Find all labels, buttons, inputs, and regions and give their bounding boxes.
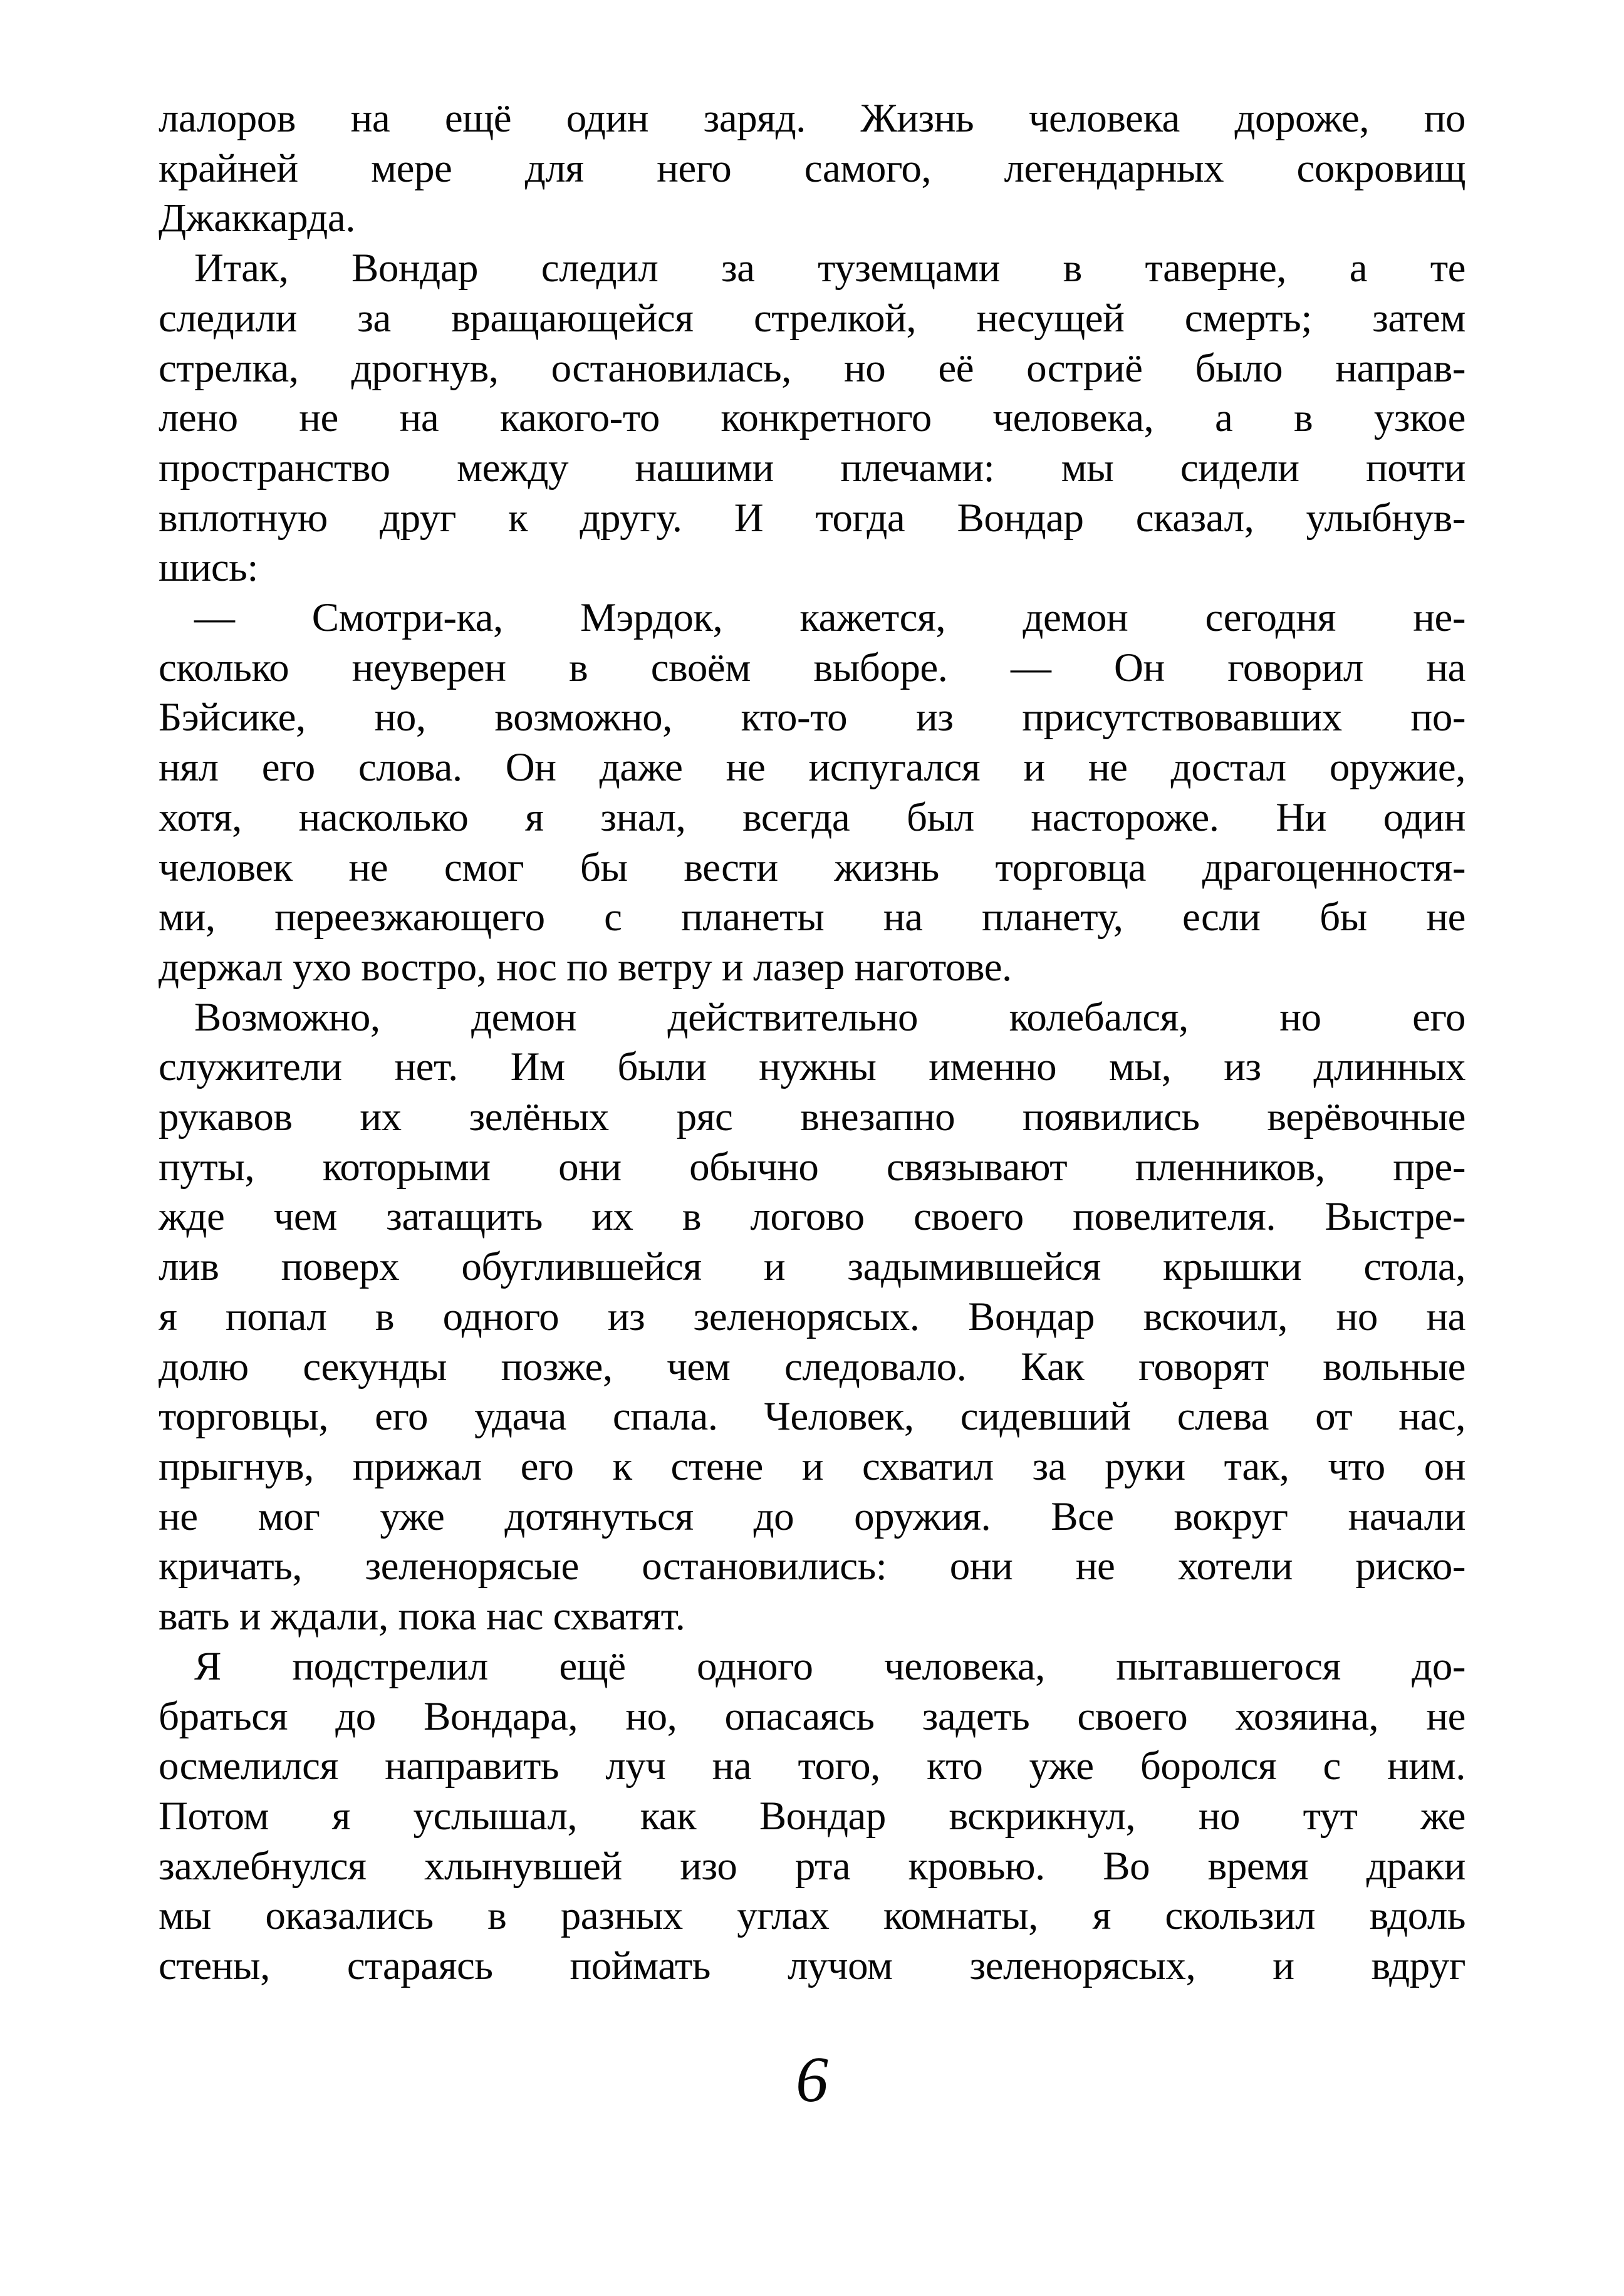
text-line: — Смотри-ка, Мэрдок, кажется, демон сегодня не- — [194, 595, 1465, 641]
text-line: захлебнулся хлынувшей изо рта кровью. Во время драки — [159, 1843, 1465, 1889]
text-line: следили за вращающейся стрелкой, несущей смерть; затем — [159, 295, 1465, 341]
text-line: вать и ждали, пока нас схватят. — [159, 1594, 685, 1639]
text-line: лено не на какого-то конкретного человека, а в узкое — [159, 395, 1465, 441]
text-line: торговцы, его удача спала. Человек, сидевший слева от нас, — [159, 1394, 1465, 1440]
text-line: нял его слова. Он даже не испугался и не достал оружие, — [159, 745, 1465, 791]
text-line: кричать, зеленорясые остановились: они не хотели риско- — [159, 1544, 1465, 1589]
text-line: рукавов их зелёных ряс внезапно появились верёвочные — [159, 1094, 1465, 1140]
text-line: стены, стараясь поймать лучом зеленорясых, и вдруг — [159, 1943, 1465, 1989]
text-line: лив поверх обуглившейся и задымившейся крышки стола, — [159, 1244, 1465, 1290]
text-line: долю секунды позже, чем следовало. Как говорят вольные — [159, 1344, 1465, 1390]
text-line: прыгнув, прижал его к стене и схватил за руки так, что он — [159, 1443, 1465, 1489]
text-line: Бэйсике, но, возможно, кто-то из присутствовавших по- — [159, 695, 1465, 740]
text-line: сколько неуверен в своём выборе. — Он говорил на — [159, 645, 1465, 690]
text-line: я попал в одного из зеленорясых. Вондар вскочил, но на — [159, 1294, 1465, 1339]
text-line: пространство между нашими плечами: мы сидели почти — [159, 445, 1465, 491]
page-number: 6 — [796, 2044, 828, 2116]
text-line: мы оказались в разных углах комнаты, я скользил вдоль — [159, 1893, 1465, 1939]
text-line: путы, которыми они обычно связывают пленников, пре- — [159, 1144, 1465, 1190]
text-line: не мог уже дотянуться до оружия. Все вокруг начали — [159, 1493, 1465, 1539]
text-line: крайней мере для него самого, легендарных сокровищ — [159, 145, 1465, 191]
text-line: браться до Вондара, но, опасаясь задеть своего хозяина, не — [159, 1693, 1465, 1739]
text-line: служители нет. Им были нужны именно мы, из длинных — [159, 1044, 1465, 1090]
text-line: хотя, насколько я знал, всегда был настороже. Ни один — [159, 794, 1465, 840]
text-line: осмелился направить луч на того, кто уже боролся с ним. — [159, 1743, 1465, 1789]
text-line: шись: — [159, 545, 258, 591]
text-line: ми, переезжающего с планеты на планету, если бы не — [159, 895, 1465, 940]
text-line: Итак, Вондар следил за туземцами в таверне, а те — [194, 246, 1465, 291]
text-line: держал ухо востро, нос по ветру и лазер наготове. — [159, 944, 1012, 990]
text-block — [159, 94, 1465, 1992]
text-line: Возможно, демон действительно колебался, но его — [194, 994, 1465, 1040]
text-line: вплотную друг к другу. И тогда Вондар сказал, улыбнув- — [159, 495, 1465, 541]
text-line: человек не смог бы вести жизнь торговца драгоценностя- — [159, 844, 1465, 890]
text-line: Я подстрелил ещё одного человека, пытавшегося до- — [194, 1643, 1465, 1689]
text-line: стрелка, дрогнув, остановилась, но её остриё было направ- — [159, 345, 1465, 391]
text-line: Джаккарда. — [159, 195, 355, 241]
text-line: Потом я услышал, как Вондар вскрикнул, но тут же — [159, 1793, 1465, 1839]
text-line: жде чем затащить их в логово своего повелителя. Выстре- — [159, 1194, 1465, 1240]
text-line: лалоров на ещё один заряд. Жизнь человека дороже, по — [159, 96, 1465, 141]
